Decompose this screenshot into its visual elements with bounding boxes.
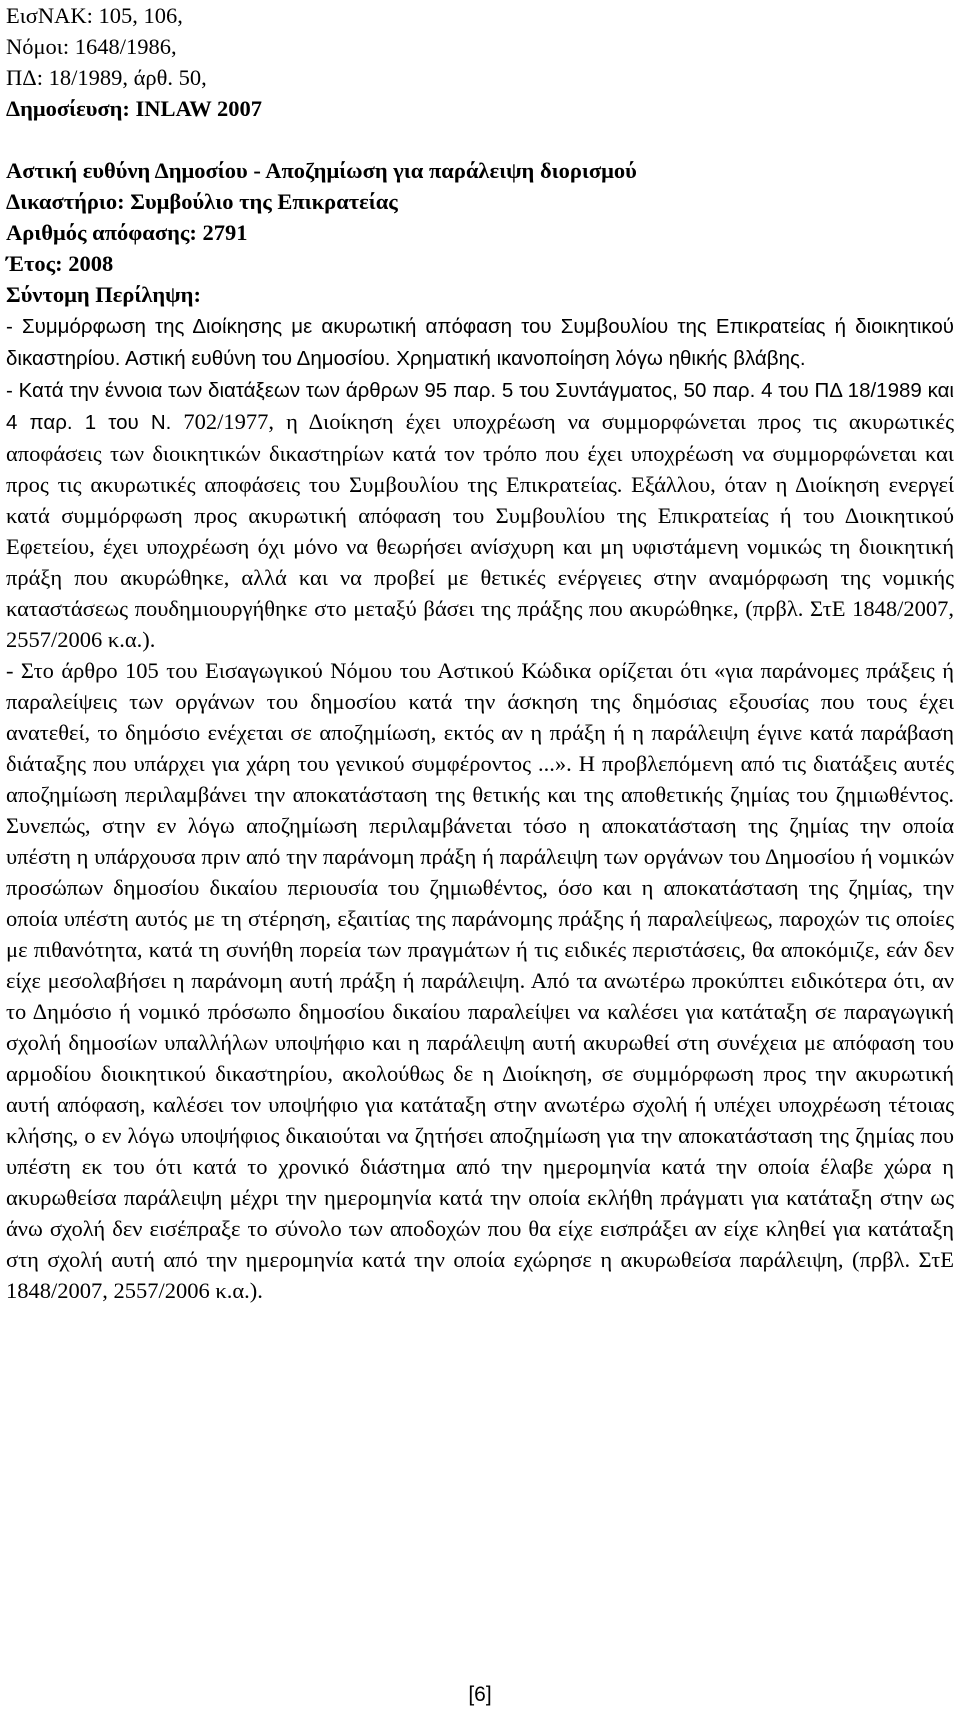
year-line: Έτος: 2008: [6, 251, 114, 276]
court-line: Δικαστήριο: Συμβούλιο της Επικρατείας: [6, 189, 398, 214]
summary-p1-text: - Συμμόρφωση της Διοίκησης με ακυρωτική απόφαση του Συμβουλίου της Επικρατείας ή διοικητικού δικαστηρίου. Αστική ευθύνη του Δημοσίου. Χρηματική ικανοποίηση λόγω ηθικής βλάβης.: [6, 315, 954, 370]
summary-paragraph-3: - Στο άρθρο 105 του Εισαγωγικού Νόμου του Αστικού Κώδικα ορίζεται ότι «για παράνομες πράξεις ή παραλείψεις των οργάνων του δημοσίου κατά την άσκηση της δημόσιας εξουσίας που τους έχει ανατεθεί, το δημόσιο ενέχεται σε αποζημίωση, εκτός αν η πράξη ή η παράλειψη έγινε κατά παράβαση διάταξης που υπάρχει για χάρη του γενικού συμφέροντος ...». Η προβλεπόμενη από τις διατάξεις αυτές αποζημίωση περιλαμβάνει την αποκατάσταση της θετικής και της αποθετικής ζημίας του ζημιωθέντος. Συνεπώς, στην εν λόγω αποζημίωση περιλαμβάνεται τόσο η αποκατάσταση της ζημίας την οποία υπέστη η υπάρχουσα πριν από την παράνομη πράξη ή παράλειψη των οργάνων του Δημοσίου ή νομικών προσώπων δημοσίου δικαίου περιουσία του ζημιωθέντος, όσο και η αποκατάσταση της ζημίας, την οποία υπέστη αυτός με τη στέρηση, εξαιτίας της παράνομης πράξης ή παραλείψεως, παροχών τις οποίες με πιθανότητα, κατά τη συνήθη πορεία των πραγμάτων ή τις ειδικές περιστάσεις, θα αποκόμιζε, εάν δεν είχε μεσολαβήσει η παράνομη αυτή πράξη ή παράλειψη. Από τα ανωτέρω προκύπτει ειδικότερα ότι, αν το Δημόσιο ή νομικό πρόσωπο δημοσίου δικαίου παραλείψει να καλέσει για κατάταξη σε παραγωγική σχολή δημοσίων υπαλλήλων υποψήφιο και η παράλειψη αυτή ακυρωθεί στη συνέχεια με απόφαση του αρμοδίου διοικητικού δικαστηρίου, ακολούθως δε η Διοίκηση, σε συμμόρφωση προς την ακυρωτική αυτή απόφαση, καλέσει τον υποψήφιο για κατάταξη στην ανωτέρω σχολή ή υπέχει υποχρέωση τέτοιας κλήσης, ο εν λόγω υποψήφιος δικαιούται να ζητήσει αποζημίωση για την αποκατάσταση της ζημίας που υπέστη εκ του ότι κατά το χρονικό διάστημα από την ημερομηνία κατά την οποία έλαβε χώρα η ακυρωθείσα παράλειψη μέχρι την ημερομηνία κατά την οποία εκλήθη πράγματι για κατάταξη στην ως άνω σχολή δεν εισέπραξε το σύνολο των αποδοχών που θα είχε εισπράξει αν είχε κληθεί για κατάταξη στη σχολή αυτή από την ημερομηνία κατά την οποία εχώρησε η ακυρωθείσα παράλειψη, (πρβλ. ΣτΕ 1848/2007, 2557/2006 κ.α.).: [6, 658, 954, 1303]
decision-number-line: Αριθμός απόφασης: 2791: [6, 220, 248, 245]
summary-heading: Σύντομη Περίληψη:: [6, 282, 201, 307]
case-title: Αστική ευθύνη Δημοσίου - Αποζημίωση για παράλειψη διορισμού: [6, 158, 637, 183]
summary-p2-text: 702/1977, η Διοίκηση έχει υποχρέωση να συμμορφώνεται προς τις ακυρωτικές αποφάσεις των διοικητικών δικαστηρίων κατά τον τρόπο που έχει υποχρέωση να συμμορφώνεται και προς τις ακυρωτικές αποφάσεις του Συμβουλίου της Επικρατείας. Εξάλλου, όταν η Διοίκηση ενεργεί κατά συμμόρφωση προς ακυρωτική απόφαση του Συμβουλίου της Επικρατείας ή του Διοικητικού Εφετείου, έχει υποχρέωση όχι μόνο να θεωρήσει ανίσχυρη και μη υφιστάμενη νομικώς τη διοικητική πράξη που ακυρώθηκε, αλλά και να προβεί με θετικές ενέργειες στην αναμόρφωση της νομικής καταστάσεως πουδημιουργήθηκε στο μεταξύ βάσει της πράξης που ακυρώθηκε, (πρβλ. ΣτΕ 1848/2007, 2557/2006 κ.α.).: [6, 409, 954, 652]
eisnak-line: ΕισΝΑΚ: 105, 106,: [6, 3, 183, 28]
spacer: [6, 124, 954, 155]
laws-line: Νόμοι: 1648/1986,: [6, 34, 177, 59]
pd-line: ΠΔ: 18/1989, άρθ. 50,: [6, 65, 207, 90]
summary-p2-sans-text: - Κατά την έννοια των διατάξεων των άρθρων 95 παρ. 5 του Συντάγματος, 50 παρ. 4 του ΠΔ 18/1989 και 4 παρ. 1 του Ν.: [6, 379, 954, 434]
document-page: [6, 0, 954, 1306]
page-number: [6]: [468, 1683, 492, 1706]
summary-paragraph-2: [6, 374, 954, 655]
publication-line: Δημοσίευση: INLAW 2007: [6, 96, 263, 121]
summary-paragraph-1: [6, 310, 954, 374]
